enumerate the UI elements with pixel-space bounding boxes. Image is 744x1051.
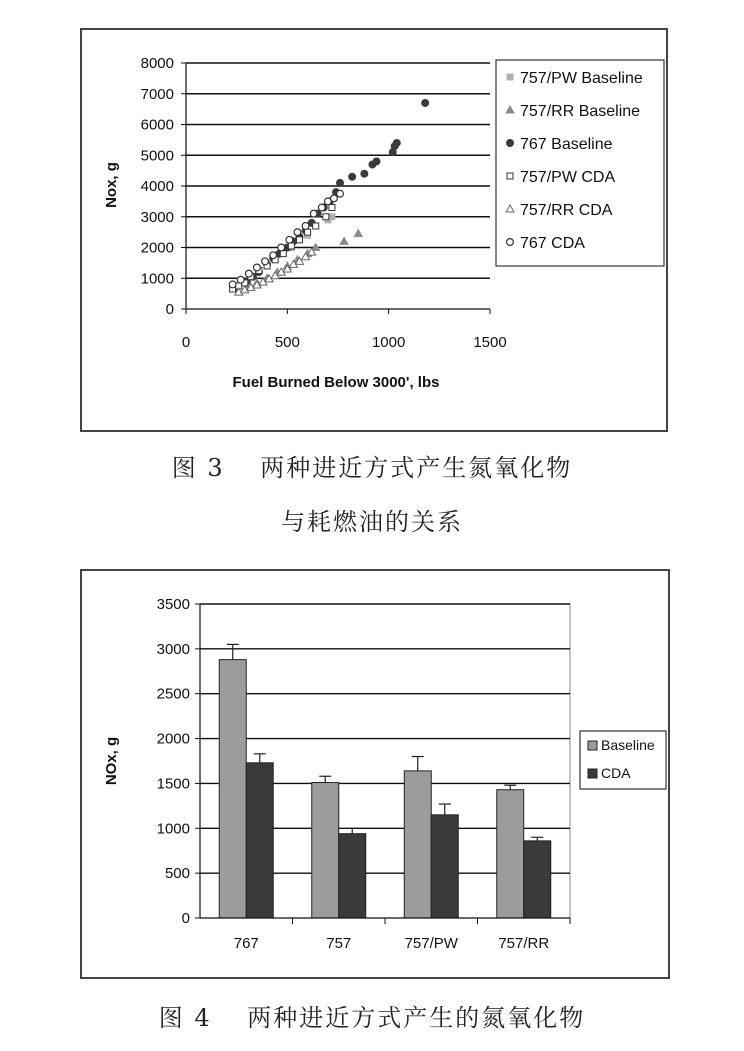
point-757-pw-cda [305, 229, 311, 235]
point-757-pw-cda [296, 237, 302, 243]
bar-cda-757-pw [431, 815, 458, 918]
legend-label-757-rr-cda: 757/RR CDA [520, 202, 613, 219]
point-767-cda [254, 264, 261, 271]
x-tick-label: 1500 [473, 334, 507, 351]
x-axis-title: Fuel Burned Below 3000', lbs [232, 374, 440, 391]
point-767-cda [229, 281, 236, 288]
point-757-rr-baseline [354, 230, 362, 237]
y-tick-label: 5000 [140, 147, 174, 165]
legend-marker-767-cda [507, 239, 514, 246]
legend-marker-757-pw-cda [507, 173, 513, 179]
bar-cda-757 [339, 834, 366, 918]
y-axis-title: NOx, g [103, 736, 120, 786]
point-757-pw-baseline [329, 214, 335, 220]
figure-4-caption: 图 4 两种进近方式产生的氮氧化物 [158, 1004, 586, 1032]
point-767-cda [331, 195, 338, 202]
point-767-cda [262, 258, 269, 265]
figure-3-caption-line2: 与耗燃油的关系 [281, 508, 463, 536]
point-767-cda [245, 270, 252, 277]
x-category-label: 757 [326, 935, 352, 952]
y-tick-label: 500 [164, 865, 190, 883]
point-767-cda [310, 210, 317, 217]
y-tick-label: 3500 [156, 596, 190, 613]
x-tick-label: 0 [181, 334, 191, 351]
point-767-baseline [393, 140, 400, 147]
point-757-pw-cda [313, 223, 319, 229]
x-tick-label: 1000 [371, 334, 406, 351]
y-tick-label: 8000 [140, 55, 174, 72]
y-tick-label: 1000 [156, 820, 190, 838]
scatter-chart [82, 30, 670, 434]
point-767-cda [237, 276, 244, 283]
legend-marker-757-pw-baseline [507, 74, 513, 80]
y-tick-label: 7000 [140, 85, 174, 103]
point-767-cda [318, 204, 325, 211]
legend-label-cda: CDA [601, 765, 631, 781]
legend-label-757-pw-cda: 757/PW CDA [520, 169, 616, 186]
point-757-pw-cda [280, 251, 286, 257]
bar-cda-757-rr [524, 841, 551, 918]
legend-label-757-pw-baseline: 757/PW Baseline [520, 70, 643, 87]
point-767-baseline [349, 173, 356, 180]
legend-label-baseline: Baseline [601, 737, 655, 753]
bar-cda-767 [246, 763, 273, 918]
y-tick-label: 1500 [156, 775, 190, 793]
bar-baseline-757-rr [497, 790, 524, 918]
point-757-pw-cda [329, 205, 335, 211]
bar-baseline-757 [312, 783, 339, 918]
legend-swatch-baseline [588, 741, 597, 750]
y-tick-label: 1000 [140, 270, 174, 288]
figure-4-frame [80, 569, 670, 979]
x-tick-label: 500 [274, 334, 300, 351]
figure-3-frame [80, 28, 668, 432]
legend-label-767-baseline: 767 Baseline [520, 136, 613, 153]
point-767-cda [278, 244, 285, 251]
x-category-label: 767 [233, 935, 259, 952]
bar-chart [82, 571, 672, 981]
point-767-baseline [337, 180, 344, 187]
y-axis-title: Nox, g [103, 162, 120, 208]
point-767-cda [302, 223, 309, 230]
point-767-cda [270, 252, 277, 259]
y-tick-label: 3000 [156, 640, 190, 658]
figure-3-caption-line1: 图 3 两种进近方式产生氮氧化物 [171, 454, 573, 482]
legend-label-757-rr-baseline: 757/RR Baseline [520, 103, 641, 120]
y-tick-label: 6000 [140, 116, 174, 134]
point-757-rr-baseline [340, 237, 348, 244]
point-757-pw-cda [288, 243, 294, 249]
legend-label-767-cda: 767 CDA [520, 235, 585, 252]
point-767-baseline [361, 170, 368, 177]
point-767-baseline [373, 158, 380, 165]
y-tick-label: 0 [165, 301, 174, 318]
x-category-label: 757/RR [498, 935, 550, 952]
point-767-cda [286, 236, 293, 243]
bar-baseline-757-pw [404, 771, 431, 918]
legend-marker-767-baseline [507, 140, 514, 147]
bar-baseline-767 [219, 660, 246, 918]
y-tick-label: 4000 [140, 178, 174, 195]
point-767-cda [337, 190, 344, 197]
y-tick-label: 2000 [156, 730, 190, 748]
y-tick-label: 3000 [140, 208, 174, 226]
y-tick-label: 0 [181, 910, 190, 927]
y-tick-label: 2000 [140, 239, 174, 257]
x-category-label: 757/PW [404, 935, 458, 952]
point-767-baseline [422, 100, 429, 107]
y-tick-label: 2500 [156, 685, 190, 703]
point-757-pw-cda [323, 214, 329, 220]
point-767-cda [294, 229, 301, 236]
legend-swatch-cda [588, 769, 597, 778]
